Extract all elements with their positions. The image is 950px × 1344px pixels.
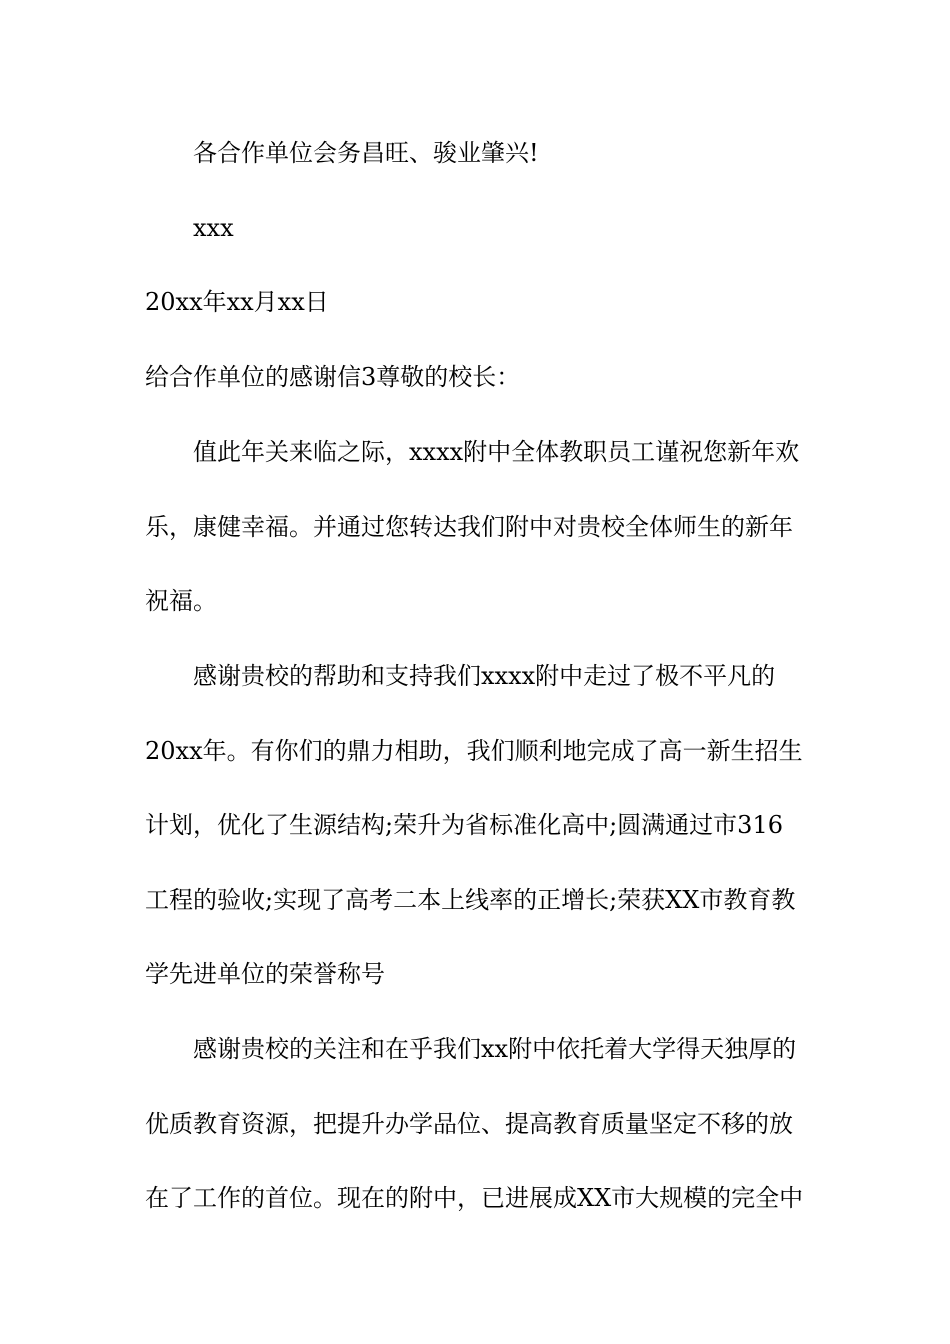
paragraph-2-line-2: 20xx年。有你们的鼎力相助，我们顺利地完成了高一新生招生 [145, 737, 803, 765]
paragraph-2-line-5: 学先进单位的荣誉称号 [145, 960, 385, 988]
paragraph-2-line-1: 感谢贵校的帮助和支持我们xxxx附中走过了极不平凡的 [193, 662, 776, 690]
signature-date: 20xx年xx月xx日 [145, 288, 329, 316]
paragraph-3-line-1: 感谢贵校的关注和在乎我们xx附中依托着大学得天独厚的 [193, 1035, 797, 1063]
paragraph-1-line-3: 祝福。 [145, 587, 217, 615]
paragraph-2-line-4: 工程的验收;实现了高考二本上线率的正增长;荣获XX市教育教 [145, 886, 796, 914]
letter-heading: 给合作单位的感谢信3尊敬的校长： [145, 363, 521, 391]
paragraph-3-line-3: 在了工作的首位。现在的附中，已进展成XX市大规模的完全中 [145, 1184, 804, 1212]
closing-wish: 各合作单位会务昌旺、骏业肇兴! [193, 139, 539, 167]
paragraph-1-line-1: 值此年关来临之际，xxxx附中全体教职员工谨祝您新年欢 [193, 438, 800, 466]
paragraph-1-line-2: 乐，康健幸福。并通过您转达我们附中对贵校全体师生的新年 [145, 513, 793, 541]
signature-name: xxx [193, 214, 234, 242]
paragraph-3-line-2: 优质教育资源，把提升办学品位、提高教育质量坚定不移的放 [145, 1110, 793, 1138]
paragraph-2-line-3: 计划，优化了生源结构;荣升为省标准化高中;圆满通过市316 [145, 811, 783, 839]
